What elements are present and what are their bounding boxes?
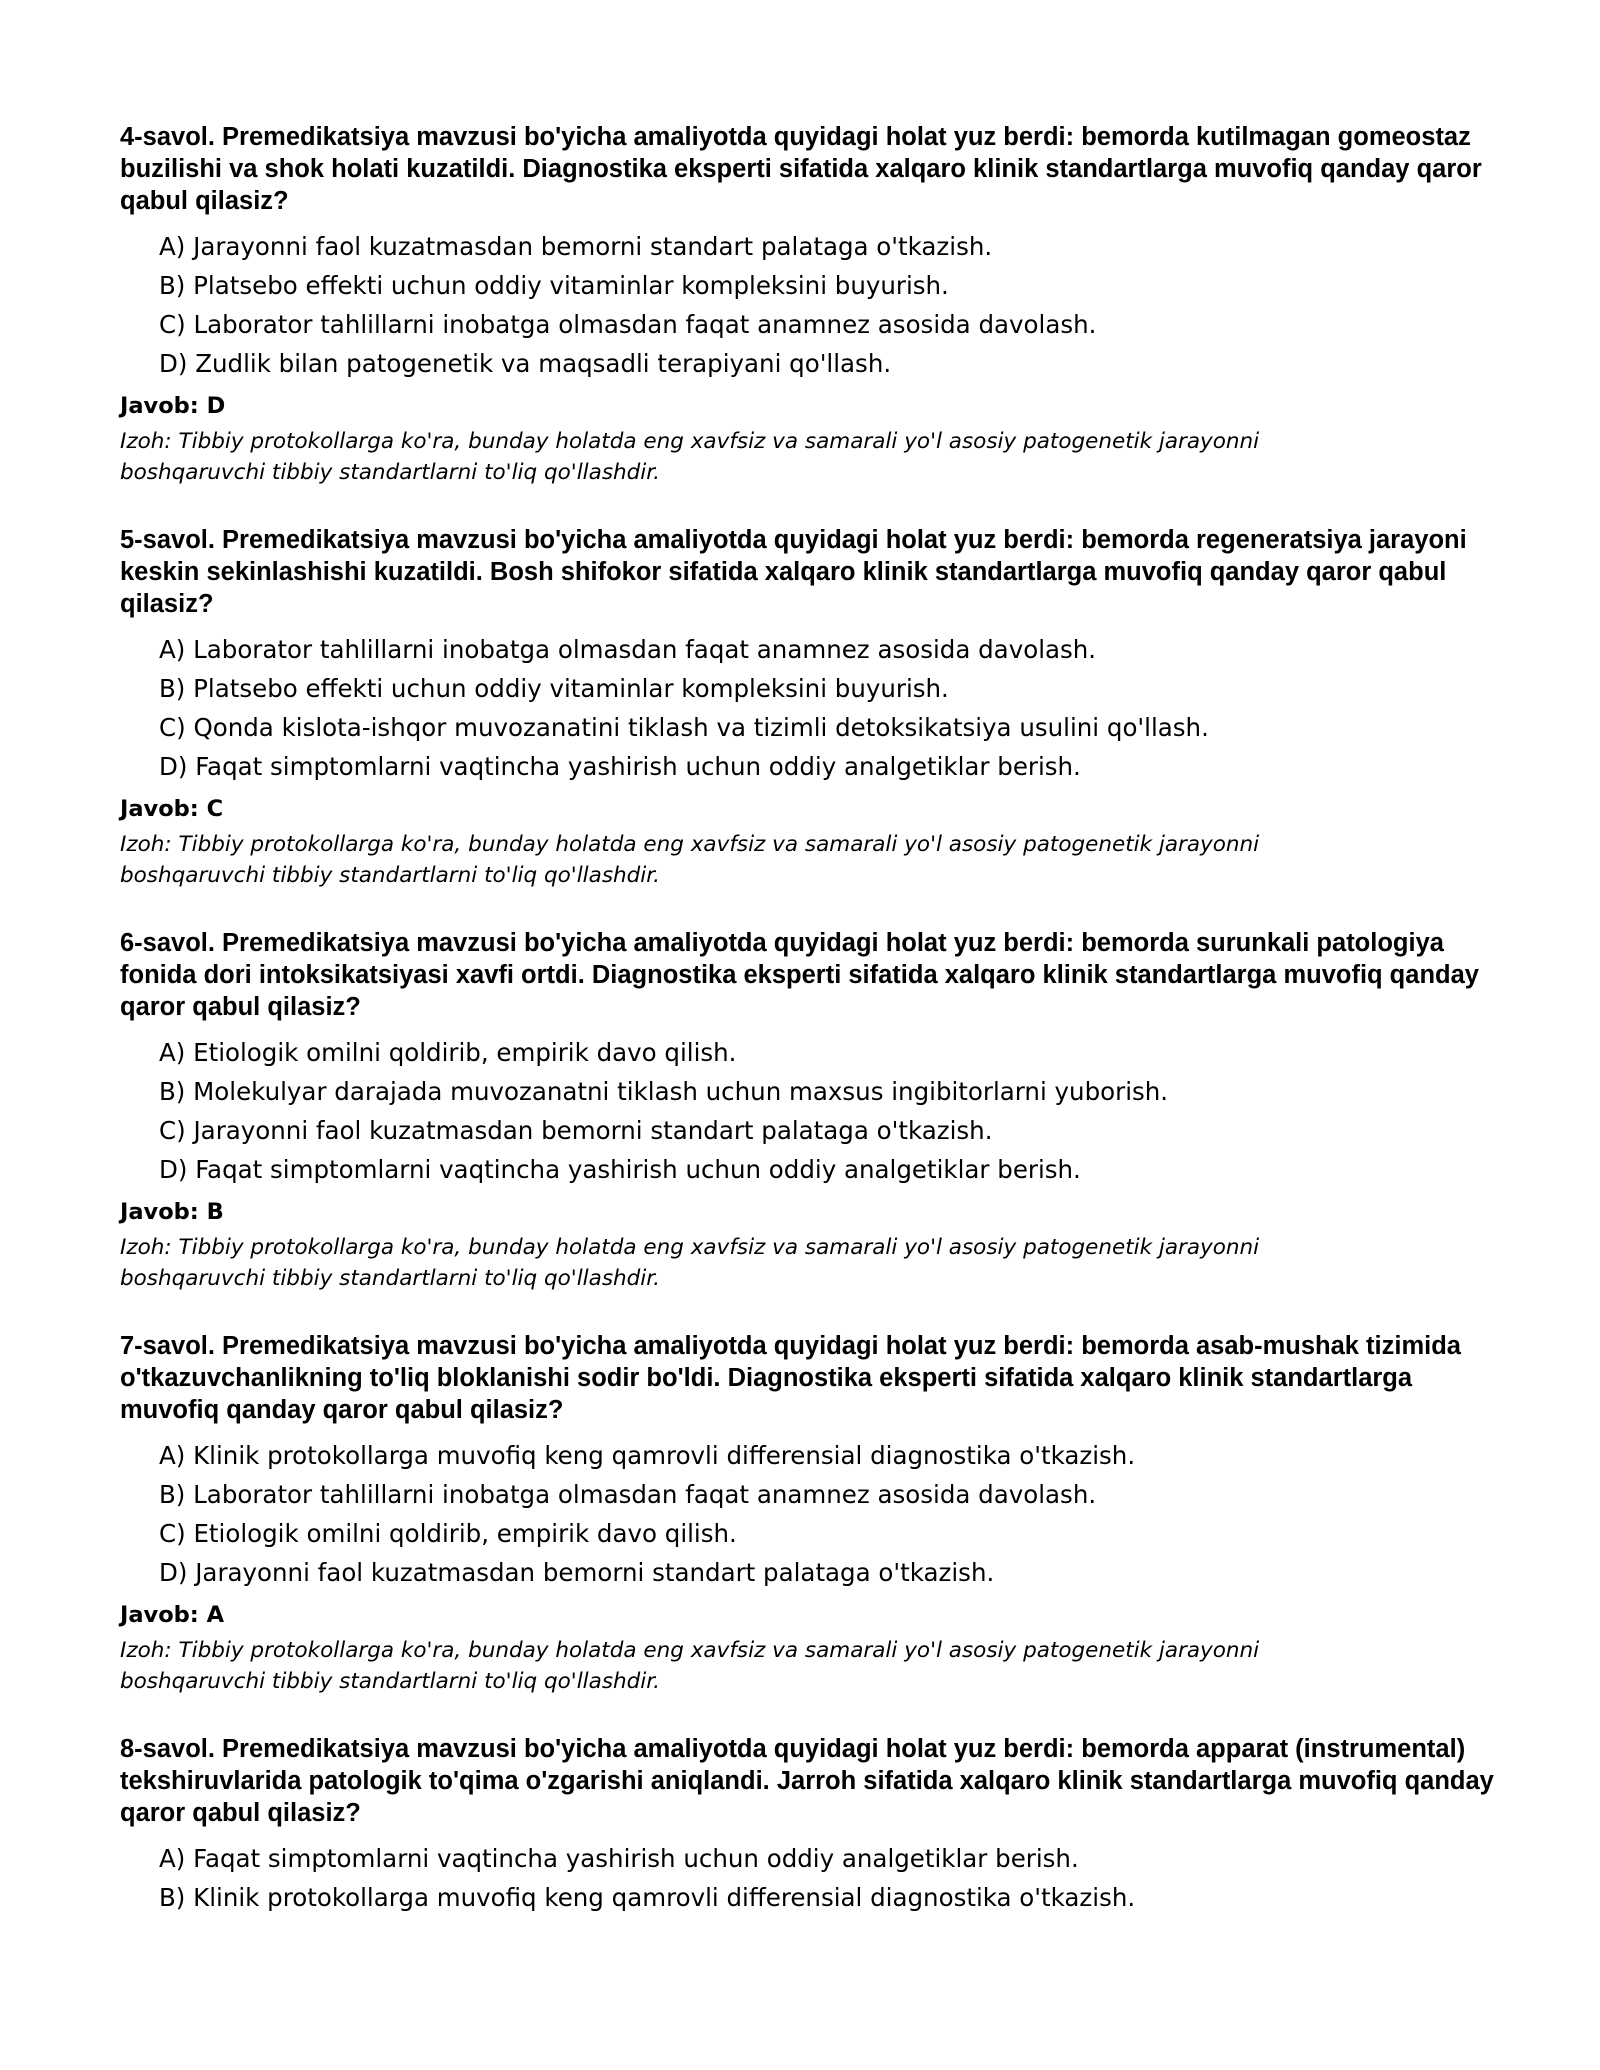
- options-list: [120, 1839, 1500, 1917]
- question-title: 8-savol. Premedikatsiya mavzusi bo'yicha amaliyotda quyidagi holat yuz berdi: bemorda apparat (instrumental) tekshiruvlarida patologik to'qima o'zgarishi aniqlandi. Jarroh sifatida xalqaro klinik standartlarga muvofiq qanday qaror qabul qilasiz?: [120, 1735, 1494, 1827]
- option-b: B) Platsebo effekti uchun oddiy vitaminlar kompleksini buyurish.: [159, 674, 949, 703]
- option-d: D) Zudlik bilan patogenetik va maqsadli terapiyani qo'llash.: [159, 349, 892, 378]
- option-c: C) Laborator tahlillarni inobatga olmasdan faqat anamnez asosida davolash.: [159, 310, 1097, 339]
- question-7: [120, 1330, 1500, 1697]
- options-list: [120, 1436, 1500, 1592]
- option-d: D) Faqat simptomlarni vaqtincha yashirish uchun oddiy analgetiklar berish.: [159, 752, 1081, 781]
- explanation: Izoh: Tibbiy protokollarga ko'ra, bunday holatda eng xavfsiz va samarali yo'l asosiy patogenetik jarayonni boshqaruvchi tibbiy standartlarni to'liq qo'llashdir.: [120, 1638, 1260, 1694]
- question-6: [120, 927, 1500, 1294]
- explanation: Izoh: Tibbiy protokollarga ko'ra, bunday holatda eng xavfsiz va samarali yo'l asosiy patogenetik jarayonni boshqaruvchi tibbiy standartlarni to'liq qo'llashdir.: [120, 429, 1260, 485]
- option-b: B) Molekulyar darajada muvozanatni tiklash uchun maxsus ingibitorlarni yuborish.: [159, 1077, 1169, 1106]
- option-a: A) Etiologik omilni qoldirib, empirik davo qilish.: [159, 1038, 737, 1067]
- answer: Javob: C: [120, 796, 224, 822]
- option-d: D) Faqat simptomlarni vaqtincha yashirish uchun oddiy analgetiklar berish.: [159, 1155, 1081, 1184]
- question-title: 5-savol. Premedikatsiya mavzusi bo'yicha amaliyotda quyidagi holat yuz berdi: bemorda regeneratsiya jarayoni keskin sekinlashishi kuzatildi. Bosh shifokor sifatida xalqaro klinik standartlarga muvofiq qanday qaror qabul qilasiz?: [120, 526, 1467, 618]
- option-a: A) Laborator tahlillarni inobatga olmasdan faqat anamnez asosida davolash.: [159, 635, 1097, 664]
- option-b: B) Laborator tahlillarni inobatga olmasdan faqat anamnez asosida davolash.: [159, 1480, 1097, 1509]
- option-d: D) Jarayonni faol kuzatmasdan bemorni standart palataga o'tkazish.: [159, 1558, 995, 1587]
- answer: Javob: D: [120, 393, 226, 419]
- question-title: 7-savol. Premedikatsiya mavzusi bo'yicha amaliyotda quyidagi holat yuz berdi: bemorda asab-mushak tizimida o'tkazuvchanlikning to'liq bloklanishi sodir bo'ldi. Diagnostika eksperti sifatida xalqaro klinik standartlarga muvofiq qanday qaror qabul qilasiz?: [120, 1332, 1461, 1424]
- question-5: [120, 524, 1500, 891]
- question-4: [120, 121, 1500, 488]
- option-a: A) Klinik protokollarga muvofiq keng qamrovli differensial diagnostika o'tkazish.: [159, 1441, 1136, 1470]
- option-c: C) Etiologik omilni qoldirib, empirik davo qilish.: [159, 1519, 737, 1548]
- option-b: B) Klinik protokollarga muvofiq keng qamrovli differensial diagnostika o'tkazish.: [159, 1883, 1136, 1912]
- question-title: 4-savol. Premedikatsiya mavzusi bo'yicha amaliyotda quyidagi holat yuz berdi: bemorda kutilmagan gomeostaz buzilishi va shok holati kuzatildi. Diagnostika eksperti sifatida xalqaro klinik standartlarga muvofiq qanday qaror qabul qilasiz?: [120, 123, 1482, 215]
- option-c: C) Jarayonni faol kuzatmasdan bemorni standart palataga o'tkazish.: [159, 1116, 993, 1145]
- option-a: A) Jarayonni faol kuzatmasdan bemorni standart palataga o'tkazish.: [159, 232, 993, 261]
- option-a: A) Faqat simptomlarni vaqtincha yashirish uchun oddiy analgetiklar berish.: [159, 1844, 1079, 1873]
- document-page: [120, 121, 1500, 1953]
- option-b: B) Platsebo effekti uchun oddiy vitaminlar kompleksini buyurish.: [159, 271, 949, 300]
- question-title: 6-savol. Premedikatsiya mavzusi bo'yicha amaliyotda quyidagi holat yuz berdi: bemorda surunkali patologiya fonida dori intoksikatsiyasi xavfi ortdi. Diagnostika eksperti sifatida xalqaro klinik standartlarga muvofiq qanday qaror qabul qilasiz?: [120, 929, 1479, 1021]
- question-8: [120, 1733, 1500, 1917]
- options-list: [120, 227, 1500, 383]
- explanation: Izoh: Tibbiy protokollarga ko'ra, bunday holatda eng xavfsiz va samarali yo'l asosiy patogenetik jarayonni boshqaruvchi tibbiy standartlarni to'liq qo'llashdir.: [120, 1235, 1260, 1291]
- options-list: [120, 1033, 1500, 1189]
- options-list: [120, 630, 1500, 786]
- explanation: Izoh: Tibbiy protokollarga ko'ra, bunday holatda eng xavfsiz va samarali yo'l asosiy patogenetik jarayonni boshqaruvchi tibbiy standartlarni to'liq qo'llashdir.: [120, 832, 1260, 888]
- option-c: C) Qonda kislota-ishqor muvozanatini tiklash va tizimli detoksikatsiya usulini qo'llash.: [159, 713, 1209, 742]
- answer: Javob: A: [120, 1602, 225, 1628]
- answer: Javob: B: [120, 1199, 224, 1225]
